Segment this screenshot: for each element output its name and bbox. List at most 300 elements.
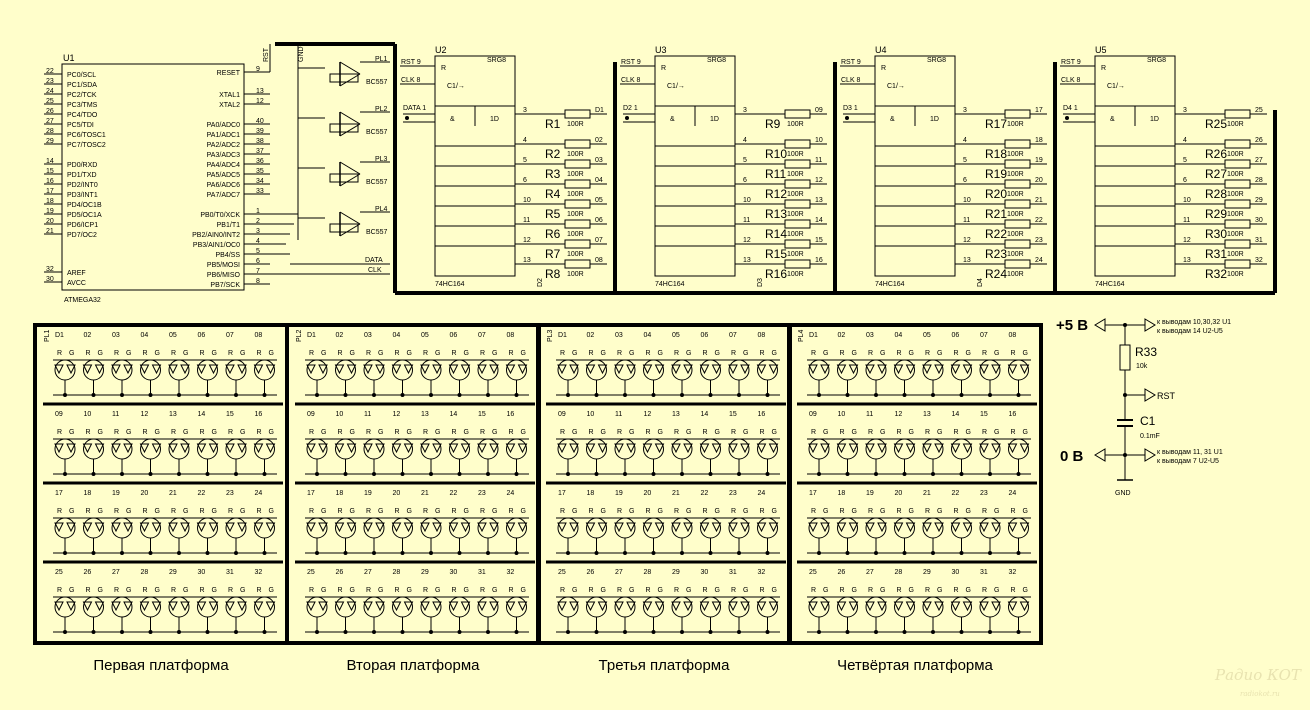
led-r: R [868, 508, 874, 515]
register-input: D3 1 [843, 105, 858, 112]
pin-number: 16 [46, 178, 54, 185]
pin-name: PD2/INT0 [67, 182, 98, 189]
led-r: R [423, 429, 429, 436]
led-number: 15 [729, 411, 737, 418]
led-r: R [702, 508, 708, 515]
led-net: 11 [815, 157, 823, 164]
resistor [1225, 160, 1250, 168]
led-r: R [480, 350, 486, 357]
pin-name: PD0/RXD [67, 162, 98, 169]
resistor [785, 240, 810, 248]
junction-dot [680, 630, 684, 634]
junction-dot [206, 472, 210, 476]
led-r: R [560, 429, 566, 436]
led-number: 31 [729, 569, 737, 576]
shift-register-u3 [620, 45, 827, 288]
led-number: 09 [558, 411, 566, 418]
led-g: G [321, 508, 327, 515]
led-r: R [228, 429, 234, 436]
led-net: 05 [595, 197, 603, 204]
led-g: G [771, 429, 777, 436]
resistor-value: 100R [1007, 191, 1024, 198]
led-number: 02 [83, 332, 92, 339]
led-net: 29 [1255, 197, 1263, 204]
led-r: R [480, 587, 486, 594]
register-clk-pin: CLK 8 [841, 77, 861, 84]
junction-dot [458, 472, 462, 476]
resistor-ref: R21 [985, 207, 1008, 221]
register-rst-pin: RST 9 [1061, 59, 1081, 66]
led-number: 28 [894, 569, 903, 576]
led-number: 21 [421, 490, 429, 497]
led-r: R [366, 587, 372, 594]
led-r: R [199, 429, 205, 436]
led-g: G [600, 350, 606, 357]
led-r: R [953, 587, 959, 594]
led-number: 23 [226, 490, 234, 497]
pin-name: PC7/TOSC2 [67, 142, 106, 149]
led-number: 31 [980, 569, 988, 576]
mcu-part: ATMEGA32 [64, 297, 101, 304]
led-number: 23 [729, 490, 737, 497]
led-number: 24 [506, 490, 515, 497]
led-g: G [154, 350, 160, 357]
resistor-value: 100R [787, 121, 804, 128]
led-g: G [880, 587, 886, 594]
led-g: G [743, 350, 749, 357]
led-g: G [965, 587, 971, 594]
led-g: G [183, 429, 189, 436]
junction-dot [486, 630, 490, 634]
led-g: G [97, 429, 103, 436]
led-r: R [560, 350, 566, 357]
output-pin: 13 [523, 257, 531, 264]
led-g: G [492, 587, 498, 594]
led-r: R [588, 587, 594, 594]
led-number: 09 [307, 411, 315, 418]
led-number: 22 [951, 490, 960, 497]
led-number: 20 [392, 490, 401, 497]
led-number: 20 [643, 490, 652, 497]
led-g: G [126, 508, 132, 515]
led-g: G [743, 508, 749, 515]
junction-dot [709, 393, 713, 397]
led-number: 11 [364, 411, 372, 418]
output-pin: 3 [523, 107, 527, 114]
led-number: 13 [923, 411, 931, 418]
junction-dot [263, 393, 267, 397]
platform-title: Вторая платформа [346, 657, 480, 674]
led-r: R [617, 429, 623, 436]
led-g: G [349, 508, 355, 515]
junction-dot [817, 393, 821, 397]
led-r: R [839, 587, 845, 594]
r33-ref: R33 [1135, 345, 1158, 359]
led-r: R [309, 587, 315, 594]
led-number: 25 [558, 569, 566, 576]
led-r: R [645, 587, 651, 594]
output-pin: 3 [963, 107, 967, 114]
junction-dot [344, 551, 348, 555]
junction-dot [566, 393, 570, 397]
led-number: 17 [307, 490, 315, 497]
led-number: 25 [307, 569, 315, 576]
pin-number: 32 [46, 266, 54, 273]
led-g: G [69, 508, 75, 515]
pin-number: 2 [256, 218, 260, 225]
pin-name: PD6/ICP1 [67, 222, 99, 229]
resistor [1225, 220, 1250, 228]
led-number: 25 [809, 569, 817, 576]
resistor-ref: R6 [545, 227, 561, 241]
led-r: R [423, 350, 429, 357]
junction-dot [903, 393, 907, 397]
rst-arrow [1145, 389, 1155, 401]
junction-dot [92, 472, 96, 476]
junction-dot [92, 630, 96, 634]
pin-name: PA0/ADC0 [206, 122, 240, 129]
led-number: 24 [1008, 490, 1017, 497]
resistor-ref: R2 [545, 147, 561, 161]
pin-name: PA2/ADC2 [206, 142, 240, 149]
output-pin: 10 [523, 197, 531, 204]
led-r: R [85, 429, 91, 436]
led-r: R [114, 587, 120, 594]
pin-name: PD7/OC2 [67, 232, 97, 239]
pin-number: 39 [256, 128, 264, 135]
led-net: 22 [1035, 217, 1043, 224]
resistor-ref: R7 [545, 247, 561, 261]
led-number: 05 [923, 332, 931, 339]
led-net: 03 [595, 157, 603, 164]
led-number: D1 [307, 332, 316, 339]
led-g: G [686, 587, 692, 594]
led-net: 06 [595, 217, 603, 224]
pin-number: 24 [46, 88, 54, 95]
led-number: 18 [837, 490, 846, 497]
resistor-ref: R12 [765, 187, 788, 201]
shift-register-u2 [400, 45, 607, 288]
junction-dot [874, 630, 878, 634]
led-g: G [240, 350, 246, 357]
register-ref: U5 [1095, 45, 1107, 55]
led-number: 32 [506, 569, 515, 576]
led-net: D1 [595, 107, 604, 114]
output-pin: 3 [1183, 107, 1187, 114]
pin-number: 33 [256, 188, 264, 195]
pin-number: 28 [46, 128, 54, 135]
pin-number: 15 [46, 168, 54, 175]
led-net: 19 [1035, 157, 1043, 164]
register-body [1095, 106, 1175, 276]
led-r: R [228, 587, 234, 594]
r33-value: 10k [1136, 363, 1148, 370]
junction-dot [63, 472, 67, 476]
led-r: R [953, 508, 959, 515]
led-platform-1 [35, 325, 287, 674]
led-g: G [349, 350, 355, 357]
led-g: G [240, 508, 246, 515]
pin-name: AVCC [67, 280, 86, 287]
led-g: G [994, 587, 1000, 594]
junction-dot [177, 472, 181, 476]
junction-dot [709, 630, 713, 634]
led-r: R [309, 429, 315, 436]
output-pin: 6 [523, 177, 527, 184]
output-pin: 5 [1183, 157, 1187, 164]
led-g: G [937, 350, 943, 357]
junction-dot [405, 116, 409, 120]
led-r: R [171, 350, 177, 357]
junction-dot [595, 472, 599, 476]
output-pin: 6 [963, 177, 967, 184]
pin-number: 21 [46, 228, 54, 235]
register-input: DATA 1 [403, 105, 427, 112]
led-g: G [321, 350, 327, 357]
led-number: 03 [112, 332, 120, 339]
resistor-value: 100R [787, 251, 804, 258]
led-r: R [337, 350, 343, 357]
led-net: 10 [815, 137, 823, 144]
pin-number: 8 [256, 278, 260, 285]
led-g: G [937, 429, 943, 436]
led-g: G [183, 350, 189, 357]
led-r: R [142, 350, 148, 357]
junction-dot [120, 472, 124, 476]
collector [340, 212, 360, 224]
junction-dot [817, 630, 821, 634]
led-g: G [657, 587, 663, 594]
register-input: D2 1 [623, 105, 638, 112]
junction-dot [709, 472, 713, 476]
register-srg: SRG8 [707, 57, 727, 64]
pin-number: 25 [46, 98, 54, 105]
emitter [340, 174, 360, 186]
led-number: 08 [1008, 332, 1017, 339]
junction-dot [372, 630, 376, 634]
register-srg: SRG8 [487, 57, 507, 64]
resistor-value: 100R [1227, 121, 1244, 128]
junction-dot [149, 393, 153, 397]
led-number: 15 [980, 411, 988, 418]
led-net: 21 [1035, 197, 1043, 204]
power-section [1056, 317, 1231, 497]
led-r: R [508, 508, 514, 515]
junction-dot [652, 551, 656, 555]
junction-dot [515, 393, 519, 397]
pin-number: 26 [46, 108, 54, 115]
led-r: R [759, 429, 765, 436]
led-net: 13 [815, 197, 823, 204]
led-r: R [702, 350, 708, 357]
led-g: G [268, 508, 274, 515]
resistor [1225, 110, 1250, 118]
led-g: G [600, 587, 606, 594]
register-bottom: D4 [977, 278, 984, 287]
junction-dot [234, 551, 238, 555]
pin-number: 14 [46, 158, 54, 165]
led-r: R [982, 350, 988, 357]
led-r: R [925, 429, 931, 436]
led-g: G [520, 508, 526, 515]
pin-name: PA7/ADC7 [206, 192, 240, 199]
led-number: 17 [55, 490, 63, 497]
led-number: 13 [421, 411, 429, 418]
led-g: G [629, 429, 635, 436]
register-ref: U4 [875, 45, 887, 55]
vcc-out-arrow [1145, 319, 1155, 331]
led-number: 30 [197, 569, 206, 576]
led-g: G [994, 508, 1000, 515]
register-c: C1/→ [447, 83, 465, 90]
junction-dot [846, 630, 850, 634]
platform-title: Первая платформа [93, 657, 229, 674]
junction-dot [120, 551, 124, 555]
junction-dot [737, 472, 741, 476]
led-g: G [714, 429, 720, 436]
pin-name: PD5/OC1A [67, 212, 102, 219]
led-r: R [953, 350, 959, 357]
led-r: R [896, 587, 902, 594]
led-number: 07 [226, 332, 234, 339]
register-c: C1/→ [1107, 83, 1125, 90]
resistor-value: 100R [567, 121, 584, 128]
resistor-value: 100R [1227, 271, 1244, 278]
led-r: R [228, 350, 234, 357]
led-number: 28 [643, 569, 652, 576]
led-g: G [69, 429, 75, 436]
led-number: 02 [335, 332, 344, 339]
led-number: 07 [980, 332, 988, 339]
led-g: G [378, 508, 384, 515]
led-number: 29 [169, 569, 177, 576]
led-g: G [268, 587, 274, 594]
resistor-value: 100R [567, 191, 584, 198]
resistor [1005, 160, 1030, 168]
led-number: 28 [140, 569, 149, 576]
led-number: 29 [923, 569, 931, 576]
transistor-part: BC557 [366, 129, 388, 136]
led-g: G [211, 508, 217, 515]
junction-dot [737, 630, 741, 634]
led-g: G [771, 508, 777, 515]
pin-name: PD3/INT1 [67, 192, 98, 199]
resistor [785, 200, 810, 208]
led-number: 08 [254, 332, 263, 339]
output-pin: 4 [743, 137, 747, 144]
output-pin: 6 [1183, 177, 1187, 184]
led-net: 17 [1035, 107, 1043, 114]
led-r: R [508, 350, 514, 357]
pin-number: 34 [256, 178, 264, 185]
led-r: R [925, 350, 931, 357]
led-number: 30 [700, 569, 709, 576]
resistor-value: 100R [1007, 231, 1024, 238]
junction-dot [623, 472, 627, 476]
led-r: R [199, 350, 205, 357]
resistor-value: 100R [787, 191, 804, 198]
junction-dot [988, 551, 992, 555]
output-pin: 11 [1183, 217, 1191, 224]
led-number: 23 [980, 490, 988, 497]
led-number: 03 [866, 332, 874, 339]
junction-dot [931, 630, 935, 634]
watermark-url: radiokot.ru [1240, 690, 1280, 698]
junction-dot [566, 472, 570, 476]
led-r: R [560, 508, 566, 515]
led-r: R [256, 429, 262, 436]
resistor [1225, 200, 1250, 208]
led-net: 24 [1035, 257, 1043, 264]
pin-number: 20 [46, 218, 54, 225]
register-r: R [661, 65, 667, 72]
collector [340, 112, 360, 124]
led-g: G [823, 508, 829, 515]
led-g: G [965, 350, 971, 357]
led-number: 31 [478, 569, 486, 576]
junction-dot [623, 630, 627, 634]
led-g: G [406, 429, 412, 436]
output-pin: 11 [963, 217, 971, 224]
resistor-ref: R30 [1205, 227, 1228, 241]
led-g: G [937, 508, 943, 515]
rst-out-label: RST [1157, 391, 1175, 401]
pin-number: 4 [256, 238, 260, 245]
register-r: R [881, 65, 887, 72]
led-number: 27 [112, 569, 120, 576]
pin-number: 19 [46, 208, 54, 215]
led-number: 23 [478, 490, 486, 497]
led-g: G [994, 350, 1000, 357]
register-and: & [1110, 116, 1115, 123]
resistor-ref: R10 [765, 147, 788, 161]
led-number: 06 [951, 332, 960, 339]
led-r: R [759, 350, 765, 357]
junction-dot [458, 551, 462, 555]
resistor [565, 220, 590, 228]
platform-title: Третья платформа [598, 657, 730, 674]
resistor-ref: R29 [1205, 207, 1228, 221]
output-pin: 13 [963, 257, 971, 264]
register-d: 1D [490, 116, 499, 123]
junction-dot [344, 472, 348, 476]
led-g: G [378, 587, 384, 594]
led-g: G [629, 508, 635, 515]
junction-dot [988, 630, 992, 634]
led-r: R [114, 508, 120, 515]
led-number: 10 [83, 411, 92, 418]
led-number: 19 [112, 490, 120, 497]
resistor-ref: R24 [985, 267, 1008, 281]
led-number: 04 [140, 332, 149, 339]
led-g: G [908, 587, 914, 594]
pin-name: PC5/TDI [67, 122, 94, 129]
led-number: 21 [923, 490, 931, 497]
junction-dot [234, 393, 238, 397]
led-r: R [309, 350, 315, 357]
led-r: R [896, 508, 902, 515]
resistor [785, 220, 810, 228]
led-g: G [771, 350, 777, 357]
led-g: G [880, 350, 886, 357]
led-g: G [268, 429, 274, 436]
led-r: R [868, 587, 874, 594]
transistor-group [270, 44, 390, 274]
led-net: 28 [1255, 177, 1263, 184]
led-g: G [97, 508, 103, 515]
pin-name: PC4/TDO [67, 112, 98, 119]
led-g: G [743, 587, 749, 594]
